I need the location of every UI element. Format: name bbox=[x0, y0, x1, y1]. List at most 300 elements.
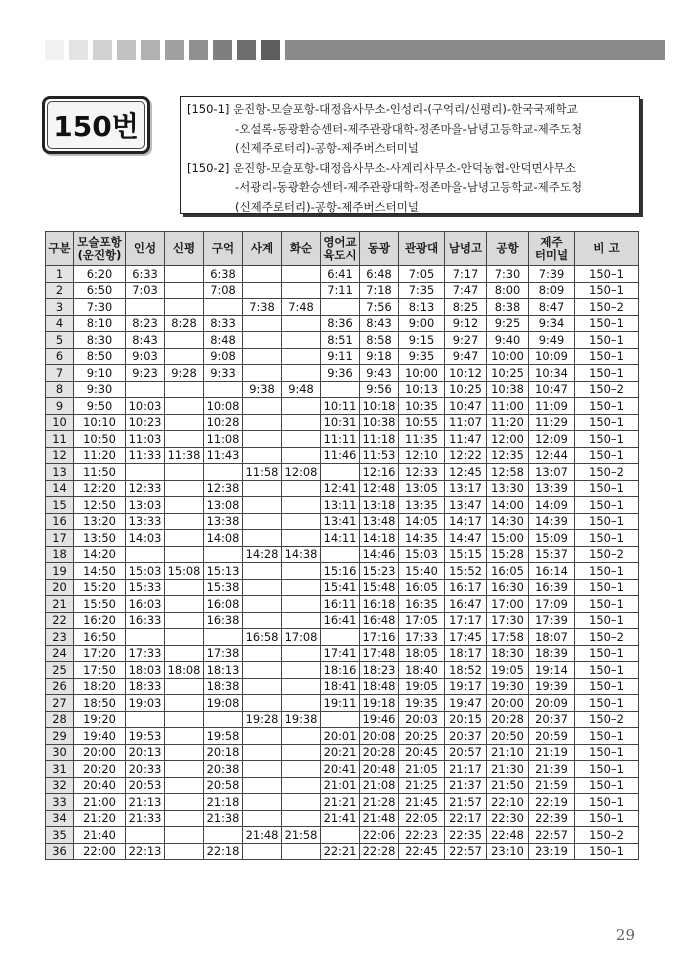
column-header bbox=[575, 232, 639, 266]
strip-bar bbox=[285, 40, 665, 60]
time-cell: 10:13 bbox=[399, 381, 445, 398]
time-cell: 18:16 bbox=[321, 662, 360, 679]
time-cell: 10:28 bbox=[204, 414, 243, 431]
time-cell bbox=[243, 431, 282, 448]
time-cell: 6:33 bbox=[126, 266, 165, 283]
column-header-line: 구분 bbox=[48, 241, 71, 255]
column-header-line: 공항 bbox=[496, 241, 519, 255]
time-cell: 10:50 bbox=[74, 431, 126, 448]
time-cell: 150–2 bbox=[575, 464, 639, 481]
time-cell bbox=[165, 299, 204, 316]
time-cell: 150–1 bbox=[575, 579, 639, 596]
time-cell: 7:17 bbox=[445, 266, 487, 283]
column-header bbox=[74, 232, 126, 266]
time-cell: 21:00 bbox=[74, 794, 126, 811]
row-number: 7 bbox=[46, 365, 74, 382]
time-cell: 10:09 bbox=[529, 348, 575, 365]
table-row bbox=[46, 332, 639, 349]
time-cell bbox=[282, 431, 321, 448]
column-header bbox=[46, 232, 74, 266]
time-cell: 150–1 bbox=[575, 348, 639, 365]
time-cell bbox=[282, 497, 321, 514]
time-cell: 150–1 bbox=[575, 530, 639, 547]
time-cell: 21:40 bbox=[74, 827, 126, 844]
time-cell: 13:41 bbox=[321, 513, 360, 530]
time-cell: 150–2 bbox=[575, 381, 639, 398]
time-cell: 20:00 bbox=[487, 695, 529, 712]
time-cell bbox=[282, 645, 321, 662]
time-cell: 21:57 bbox=[445, 794, 487, 811]
time-cell: 150–1 bbox=[575, 365, 639, 382]
time-cell: 14:08 bbox=[204, 530, 243, 547]
time-cell: 6:41 bbox=[321, 266, 360, 283]
column-header-line: 육도시 bbox=[323, 247, 357, 262]
row-number: 16 bbox=[46, 513, 74, 530]
time-cell: 16:18 bbox=[360, 596, 399, 613]
time-cell: 22:05 bbox=[399, 810, 445, 827]
time-cell: 13:33 bbox=[126, 513, 165, 530]
time-cell: 20:40 bbox=[74, 777, 126, 794]
time-cell: 9:15 bbox=[399, 332, 445, 349]
time-cell: 22:06 bbox=[360, 827, 399, 844]
time-cell bbox=[243, 513, 282, 530]
time-cell bbox=[243, 728, 282, 745]
column-header-line: 비 고 bbox=[593, 241, 620, 255]
column-header-line: 사계 bbox=[250, 241, 274, 255]
time-cell bbox=[243, 777, 282, 794]
time-cell: 14:09 bbox=[529, 497, 575, 514]
time-cell: 13:05 bbox=[399, 480, 445, 497]
time-cell: 8:50 bbox=[74, 348, 126, 365]
time-cell: 17:41 bbox=[321, 645, 360, 662]
table-row bbox=[46, 662, 639, 679]
time-cell: 13:39 bbox=[529, 480, 575, 497]
time-cell: 17:16 bbox=[360, 629, 399, 646]
time-cell: 17:08 bbox=[282, 629, 321, 646]
time-cell: 14:30 bbox=[487, 513, 529, 530]
time-cell bbox=[165, 398, 204, 415]
route-description-box bbox=[180, 96, 640, 214]
time-cell: 6:50 bbox=[74, 282, 126, 299]
time-cell bbox=[282, 761, 321, 778]
row-number: 30 bbox=[46, 744, 74, 761]
time-cell: 15:08 bbox=[165, 563, 204, 580]
time-cell: 16:17 bbox=[445, 579, 487, 596]
time-cell: 15:03 bbox=[126, 563, 165, 580]
time-cell: 19:11 bbox=[321, 695, 360, 712]
time-cell bbox=[165, 728, 204, 745]
time-cell: 17:58 bbox=[487, 629, 529, 646]
time-cell: 9:40 bbox=[487, 332, 529, 349]
time-cell: 12:44 bbox=[529, 447, 575, 464]
time-cell: 13:08 bbox=[204, 497, 243, 514]
time-cell: 150–1 bbox=[575, 761, 639, 778]
time-cell: 12:10 bbox=[399, 447, 445, 464]
time-cell: 8:00 bbox=[487, 282, 529, 299]
time-cell: 14:38 bbox=[282, 546, 321, 563]
time-cell: 15:20 bbox=[74, 579, 126, 596]
time-cell: 21:20 bbox=[74, 810, 126, 827]
time-cell: 150–1 bbox=[575, 497, 639, 514]
timetable bbox=[45, 231, 639, 860]
time-cell: 9:38 bbox=[243, 381, 282, 398]
time-cell: 6:20 bbox=[74, 266, 126, 283]
time-cell: 20:37 bbox=[529, 711, 575, 728]
table-row bbox=[46, 464, 639, 481]
time-cell: 20:09 bbox=[529, 695, 575, 712]
column-header bbox=[165, 232, 204, 266]
time-cell: 17:38 bbox=[204, 645, 243, 662]
table-row bbox=[46, 365, 639, 382]
table-row bbox=[46, 414, 639, 431]
time-cell: 17:30 bbox=[487, 612, 529, 629]
row-number: 33 bbox=[46, 794, 74, 811]
time-cell bbox=[165, 332, 204, 349]
time-cell: 150–1 bbox=[575, 695, 639, 712]
time-cell bbox=[282, 513, 321, 530]
column-header-line: 구억 bbox=[211, 241, 235, 255]
time-cell: 13:07 bbox=[529, 464, 575, 481]
time-cell: 150–1 bbox=[575, 678, 639, 695]
time-cell: 18:23 bbox=[360, 662, 399, 679]
time-cell bbox=[165, 266, 204, 283]
time-cell: 12:38 bbox=[204, 480, 243, 497]
time-cell: 22:23 bbox=[399, 827, 445, 844]
time-cell bbox=[282, 398, 321, 415]
time-cell: 14:28 bbox=[243, 546, 282, 563]
time-cell: 150–2 bbox=[575, 827, 639, 844]
time-cell bbox=[165, 645, 204, 662]
time-cell: 12:58 bbox=[487, 464, 529, 481]
column-header bbox=[321, 232, 360, 266]
column-header-line: 관광대 bbox=[404, 241, 439, 255]
time-cell bbox=[243, 678, 282, 695]
time-cell: 13:03 bbox=[126, 497, 165, 514]
time-cell bbox=[243, 695, 282, 712]
table-row bbox=[46, 711, 639, 728]
column-header-line: 남녕고 bbox=[448, 241, 483, 255]
time-cell: 22:57 bbox=[445, 843, 487, 860]
column-header-line: 영어교 bbox=[323, 234, 357, 249]
time-cell: 9:00 bbox=[399, 315, 445, 332]
time-cell: 17:05 bbox=[399, 612, 445, 629]
time-cell: 11:03 bbox=[126, 431, 165, 448]
time-cell: 15:50 bbox=[74, 596, 126, 613]
time-cell: 13:35 bbox=[399, 497, 445, 514]
time-cell: 18:17 bbox=[445, 645, 487, 662]
time-cell: 9:30 bbox=[74, 381, 126, 398]
time-cell: 8:43 bbox=[126, 332, 165, 349]
row-number: 22 bbox=[46, 612, 74, 629]
time-cell: 19:30 bbox=[487, 678, 529, 695]
time-cell bbox=[126, 381, 165, 398]
time-cell bbox=[243, 530, 282, 547]
time-cell bbox=[165, 810, 204, 827]
time-cell: 12:45 bbox=[445, 464, 487, 481]
time-cell: 17:00 bbox=[487, 596, 529, 613]
time-cell: 9:48 bbox=[282, 381, 321, 398]
time-cell bbox=[282, 843, 321, 860]
column-header-line: 제주 bbox=[540, 234, 563, 249]
time-cell: 12:33 bbox=[399, 464, 445, 481]
column-header bbox=[204, 232, 243, 266]
time-cell: 9:18 bbox=[360, 348, 399, 365]
time-cell bbox=[165, 579, 204, 596]
table-row bbox=[46, 777, 639, 794]
time-cell: 8:48 bbox=[204, 332, 243, 349]
time-cell: 18:48 bbox=[360, 678, 399, 695]
row-number: 35 bbox=[46, 827, 74, 844]
time-cell: 7:38 bbox=[243, 299, 282, 316]
row-number: 25 bbox=[46, 662, 74, 679]
row-number: 31 bbox=[46, 761, 74, 778]
time-cell: 18:05 bbox=[399, 645, 445, 662]
time-cell: 21:30 bbox=[487, 761, 529, 778]
row-number: 6 bbox=[46, 348, 74, 365]
time-cell: 150–1 bbox=[575, 480, 639, 497]
time-cell: 14:47 bbox=[445, 530, 487, 547]
table-row bbox=[46, 810, 639, 827]
time-cell: 21:50 bbox=[487, 777, 529, 794]
time-cell bbox=[204, 629, 243, 646]
time-cell: 11:38 bbox=[165, 447, 204, 464]
row-number: 34 bbox=[46, 810, 74, 827]
time-cell bbox=[243, 810, 282, 827]
time-cell bbox=[165, 431, 204, 448]
time-cell: 17:45 bbox=[445, 629, 487, 646]
time-cell bbox=[165, 464, 204, 481]
time-cell bbox=[165, 761, 204, 778]
time-cell: 19:08 bbox=[204, 695, 243, 712]
time-cell: 150–1 bbox=[575, 282, 639, 299]
time-cell bbox=[165, 612, 204, 629]
time-cell: 10:25 bbox=[445, 381, 487, 398]
time-cell: 8:51 bbox=[321, 332, 360, 349]
time-cell: 17:33 bbox=[126, 645, 165, 662]
time-cell: 20:08 bbox=[360, 728, 399, 745]
column-header bbox=[529, 232, 575, 266]
table-row bbox=[46, 348, 639, 365]
time-cell: 18:39 bbox=[529, 645, 575, 662]
time-cell: 19:28 bbox=[243, 711, 282, 728]
row-number: 9 bbox=[46, 398, 74, 415]
time-cell: 16:08 bbox=[204, 596, 243, 613]
time-cell: 7:39 bbox=[529, 266, 575, 283]
row-number: 10 bbox=[46, 414, 74, 431]
time-cell: 15:28 bbox=[487, 546, 529, 563]
time-cell bbox=[243, 596, 282, 613]
time-cell: 8:25 bbox=[445, 299, 487, 316]
row-number: 27 bbox=[46, 695, 74, 712]
time-cell: 18:13 bbox=[204, 662, 243, 679]
time-cell bbox=[282, 530, 321, 547]
time-cell: 11:29 bbox=[529, 414, 575, 431]
time-cell: 21:33 bbox=[126, 810, 165, 827]
time-cell: 16:11 bbox=[321, 596, 360, 613]
time-cell: 15:03 bbox=[399, 546, 445, 563]
time-cell bbox=[282, 728, 321, 745]
time-cell: 20:37 bbox=[445, 728, 487, 745]
time-cell bbox=[243, 794, 282, 811]
time-cell bbox=[243, 662, 282, 679]
time-cell: 7:48 bbox=[282, 299, 321, 316]
column-header-line: 모슬포항 bbox=[77, 234, 122, 249]
time-cell bbox=[243, 398, 282, 415]
time-cell: 7:56 bbox=[360, 299, 399, 316]
time-cell: 7:47 bbox=[445, 282, 487, 299]
time-cell: 8:13 bbox=[399, 299, 445, 316]
time-cell: 18:33 bbox=[126, 678, 165, 695]
strip-square bbox=[141, 40, 160, 60]
time-cell bbox=[204, 546, 243, 563]
time-cell bbox=[243, 447, 282, 464]
time-cell bbox=[126, 464, 165, 481]
time-cell: 20:28 bbox=[487, 711, 529, 728]
time-cell: 23:19 bbox=[529, 843, 575, 860]
time-cell: 8:10 bbox=[74, 315, 126, 332]
time-cell: 10:00 bbox=[487, 348, 529, 365]
time-cell: 9:35 bbox=[399, 348, 445, 365]
time-cell: 22:00 bbox=[74, 843, 126, 860]
time-cell: 21:05 bbox=[399, 761, 445, 778]
time-cell: 8:09 bbox=[529, 282, 575, 299]
time-cell: 16:41 bbox=[321, 612, 360, 629]
time-cell: 7:03 bbox=[126, 282, 165, 299]
time-cell: 20:33 bbox=[126, 761, 165, 778]
time-cell: 150–2 bbox=[575, 546, 639, 563]
row-number: 21 bbox=[46, 596, 74, 613]
time-cell bbox=[282, 365, 321, 382]
time-cell: 15:48 bbox=[360, 579, 399, 596]
time-cell: 150–2 bbox=[575, 629, 639, 646]
time-cell: 9:03 bbox=[126, 348, 165, 365]
time-cell: 22:13 bbox=[126, 843, 165, 860]
time-cell: 8:38 bbox=[487, 299, 529, 316]
time-cell: 21:18 bbox=[204, 794, 243, 811]
time-cell: 14:18 bbox=[360, 530, 399, 547]
time-cell bbox=[243, 332, 282, 349]
time-cell bbox=[165, 513, 204, 530]
time-cell: 19:05 bbox=[487, 662, 529, 679]
row-number: 2 bbox=[46, 282, 74, 299]
time-cell: 150–1 bbox=[575, 810, 639, 827]
row-number: 26 bbox=[46, 678, 74, 695]
time-cell: 9:50 bbox=[74, 398, 126, 415]
time-cell: 9:43 bbox=[360, 365, 399, 382]
time-cell: 22:21 bbox=[321, 843, 360, 860]
time-cell: 19:03 bbox=[126, 695, 165, 712]
time-cell bbox=[165, 843, 204, 860]
time-cell bbox=[204, 299, 243, 316]
time-cell: 11:33 bbox=[126, 447, 165, 464]
time-cell: 19:17 bbox=[445, 678, 487, 695]
time-cell: 11:35 bbox=[399, 431, 445, 448]
time-cell bbox=[165, 348, 204, 365]
time-cell: 10:47 bbox=[445, 398, 487, 415]
time-cell: 12:50 bbox=[74, 497, 126, 514]
time-cell: 9:33 bbox=[204, 365, 243, 382]
time-cell: 14:00 bbox=[487, 497, 529, 514]
strip-square bbox=[93, 40, 112, 60]
time-cell: 150–1 bbox=[575, 431, 639, 448]
time-cell: 14:05 bbox=[399, 513, 445, 530]
time-cell: 8:30 bbox=[74, 332, 126, 349]
time-cell: 8:58 bbox=[360, 332, 399, 349]
time-cell: 8:36 bbox=[321, 315, 360, 332]
row-number: 14 bbox=[46, 480, 74, 497]
row-number: 8 bbox=[46, 381, 74, 398]
timetable-header-row bbox=[46, 232, 639, 266]
time-cell bbox=[282, 282, 321, 299]
time-cell: 9:28 bbox=[165, 365, 204, 382]
time-cell: 20:57 bbox=[445, 744, 487, 761]
time-cell bbox=[282, 332, 321, 349]
time-cell: 9:23 bbox=[126, 365, 165, 382]
time-cell: 21:37 bbox=[445, 777, 487, 794]
time-cell: 150–1 bbox=[575, 794, 639, 811]
time-cell: 12:41 bbox=[321, 480, 360, 497]
time-cell: 22:19 bbox=[529, 794, 575, 811]
time-cell: 20:03 bbox=[399, 711, 445, 728]
column-header bbox=[282, 232, 321, 266]
time-cell: 9:36 bbox=[321, 365, 360, 382]
time-cell: 9:34 bbox=[529, 315, 575, 332]
time-cell: 10:55 bbox=[399, 414, 445, 431]
time-cell bbox=[321, 546, 360, 563]
strip-square bbox=[261, 40, 280, 60]
time-cell: 21:25 bbox=[399, 777, 445, 794]
time-cell bbox=[321, 381, 360, 398]
time-cell: 20:00 bbox=[74, 744, 126, 761]
time-cell: 17:09 bbox=[529, 596, 575, 613]
time-cell: 7:18 bbox=[360, 282, 399, 299]
table-row bbox=[46, 530, 639, 547]
row-number: 28 bbox=[46, 711, 74, 728]
time-cell: 11:43 bbox=[204, 447, 243, 464]
time-cell bbox=[282, 744, 321, 761]
time-cell: 150–2 bbox=[575, 299, 639, 316]
strip-square bbox=[189, 40, 208, 60]
time-cell: 15:40 bbox=[399, 563, 445, 580]
column-header bbox=[360, 232, 399, 266]
time-cell: 15:23 bbox=[360, 563, 399, 580]
timetable-body bbox=[46, 266, 639, 860]
time-cell: 10:23 bbox=[126, 414, 165, 431]
column-header-line: 동광 bbox=[367, 241, 391, 255]
table-row bbox=[46, 563, 639, 580]
time-cell bbox=[282, 794, 321, 811]
table-row bbox=[46, 431, 639, 448]
time-cell: 8:47 bbox=[529, 299, 575, 316]
route-line: (신제주로터리)-공항-제주버스터미널 bbox=[235, 141, 419, 155]
table-row bbox=[46, 629, 639, 646]
route-line: -서광리-동광환승센터-제주관광대학-정존마을-남녕고등학교-제주도청 bbox=[235, 180, 583, 194]
time-cell bbox=[282, 777, 321, 794]
header-strip bbox=[45, 40, 665, 60]
time-cell: 19:20 bbox=[74, 711, 126, 728]
route-line: [150-1] 운진항-모슬포항-대정읍사무소-인성리-(구억리/신평리)-한국국제학교 bbox=[187, 102, 578, 116]
time-cell: 9:10 bbox=[74, 365, 126, 382]
time-cell: 10:25 bbox=[487, 365, 529, 382]
time-cell bbox=[243, 266, 282, 283]
time-cell: 21:13 bbox=[126, 794, 165, 811]
time-cell: 19:14 bbox=[529, 662, 575, 679]
time-cell: 14:46 bbox=[360, 546, 399, 563]
strip-square bbox=[237, 40, 256, 60]
table-row bbox=[46, 546, 639, 563]
time-cell: 20:18 bbox=[204, 744, 243, 761]
row-number: 15 bbox=[46, 497, 74, 514]
